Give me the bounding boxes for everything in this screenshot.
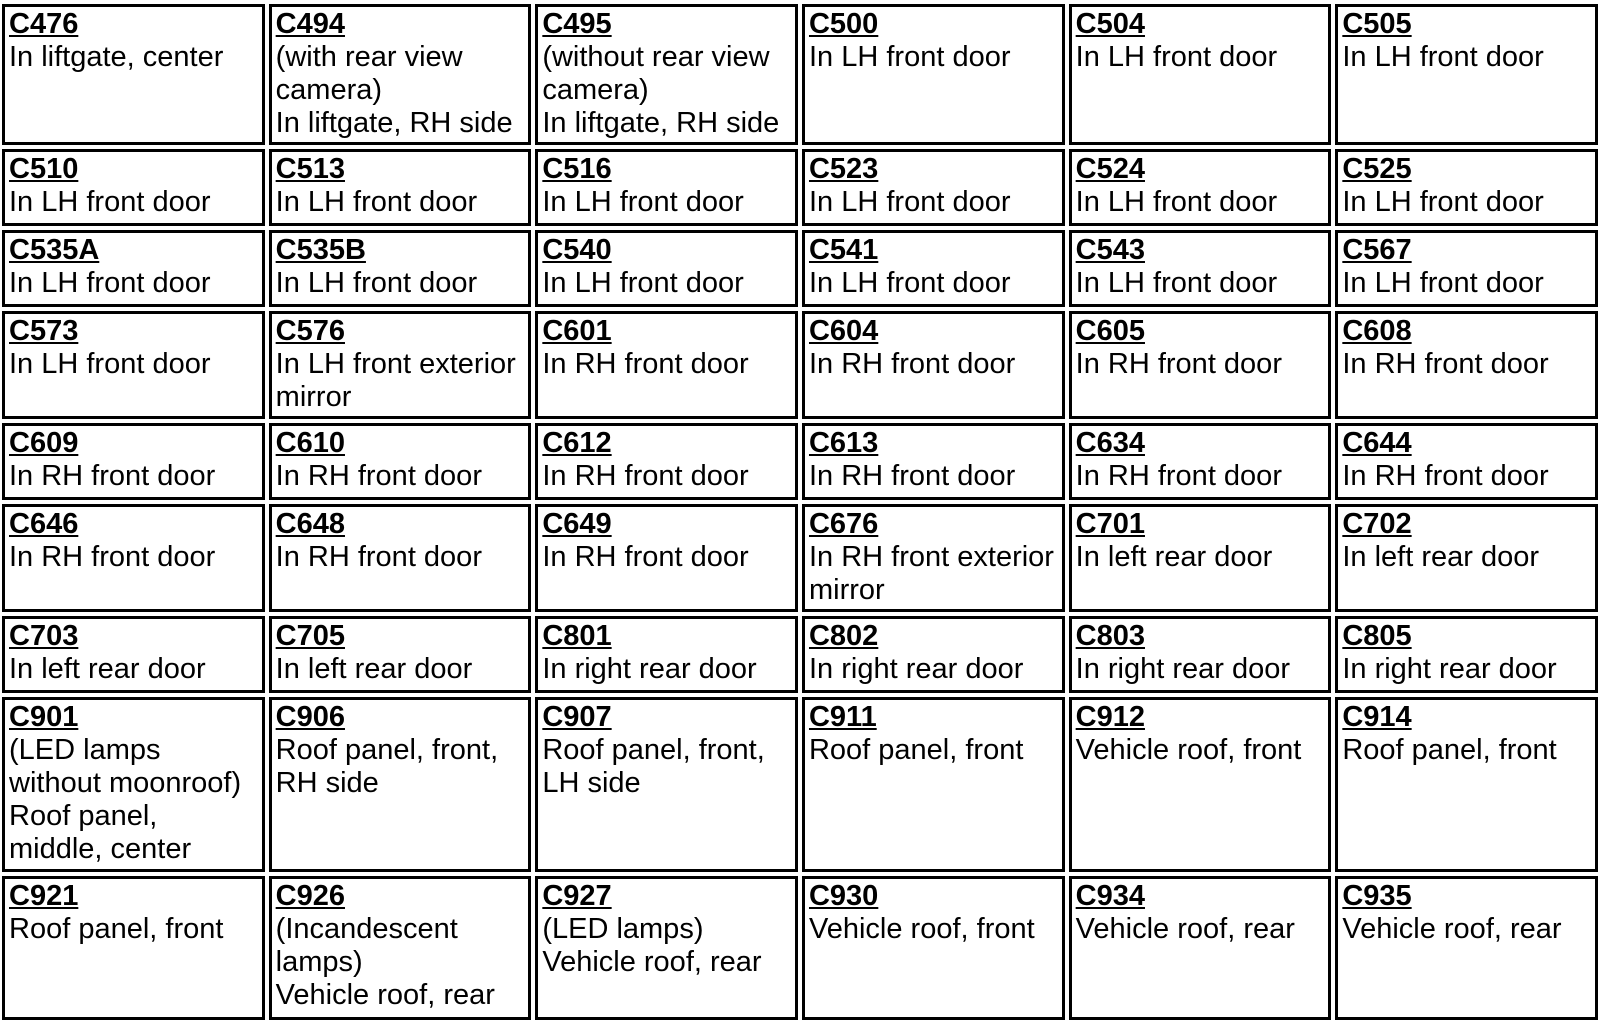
- connector-code: C613: [808, 427, 879, 459]
- connector-location: In RH front door: [9, 460, 216, 492]
- connector-cell: [1069, 423, 1332, 500]
- connector-cell: [269, 149, 532, 226]
- connector-cell: [269, 230, 532, 307]
- connector-cell: [269, 876, 532, 1020]
- connector-cell: [535, 504, 798, 612]
- connector-code: C921: [9, 880, 79, 912]
- connector-cell: [2, 311, 265, 419]
- connector-code: C801: [542, 620, 612, 652]
- connector-cell: [1069, 149, 1332, 226]
- connector-location: In LH front door: [9, 267, 211, 299]
- connector-location: In left rear door: [275, 653, 473, 685]
- connector-location: In LH front door: [1075, 267, 1278, 299]
- connector-location: In RH front door: [9, 541, 216, 573]
- connector-location: Vehicle roof, front: [808, 913, 1035, 945]
- connector-cell: [802, 311, 1065, 419]
- connector-code: C608: [1342, 315, 1412, 347]
- connector-location: In RH front door: [1342, 460, 1549, 492]
- connector-location: In RH front door: [542, 348, 749, 380]
- connector-cell: [2, 230, 265, 307]
- connector-location: Vehicle roof, front: [1075, 734, 1302, 766]
- connector-location: In liftgate, RH side: [542, 107, 780, 139]
- connector-cell: [2, 4, 265, 145]
- connector-location: In RH front door: [275, 460, 482, 492]
- connector-cell: [269, 311, 532, 419]
- connector-cell: [2, 616, 265, 693]
- connector-cell: [1335, 876, 1598, 1020]
- connector-code: C907: [542, 701, 612, 733]
- connector-cell: [1335, 504, 1598, 612]
- connector-cell: [1335, 149, 1598, 226]
- connector-code: C516: [542, 153, 612, 185]
- connector-cell: [1069, 230, 1332, 307]
- connector-cell: [2, 697, 265, 872]
- connector-code: C523: [808, 153, 879, 185]
- connector-location: In LH front door: [275, 186, 478, 218]
- connector-code: C926: [275, 880, 345, 912]
- connector-location: In LH front door: [9, 186, 211, 218]
- connector-code: C803: [1075, 620, 1145, 652]
- connector-location: In LH front door: [1342, 267, 1544, 299]
- connector-code: C540: [542, 234, 612, 266]
- connector-code: C634: [1075, 427, 1145, 459]
- connector-cell: [535, 149, 798, 226]
- connector-cell: [535, 230, 798, 307]
- connector-location: In RH front door: [542, 460, 749, 492]
- connector-cell: [269, 423, 532, 500]
- connector-code: C705: [275, 620, 345, 652]
- connector-code: C476: [9, 8, 79, 40]
- connector-code: C644: [1342, 427, 1412, 459]
- connector-location: In right rear door: [542, 653, 757, 685]
- connector-location: In LH front door: [542, 186, 744, 218]
- connector-code: C901: [9, 701, 79, 733]
- connector-location: Roof panel, front, LH side: [542, 734, 765, 799]
- connector-cell: [1069, 504, 1332, 612]
- connector-code: C543: [1075, 234, 1145, 266]
- connector-location: In liftgate, RH side: [275, 107, 513, 139]
- connector-code: C494: [275, 8, 345, 40]
- connector-cell: [269, 616, 532, 693]
- connector-cell: [269, 4, 532, 145]
- connector-code: C702: [1342, 508, 1412, 540]
- connector-location: In right rear door: [1075, 653, 1291, 685]
- connector-location: In RH front door: [275, 541, 482, 573]
- connector-location: (LED lamps): [542, 913, 704, 945]
- connector-location: Vehicle roof, rear: [542, 946, 762, 978]
- connector-location: (Incandescent lamps): [275, 913, 458, 978]
- connector-cell: [1335, 230, 1598, 307]
- connector-location: In RH front door: [808, 460, 1016, 492]
- connector-cell: [2, 149, 265, 226]
- connector-code: C610: [275, 427, 345, 459]
- connector-location: Vehicle roof, rear: [1075, 913, 1295, 945]
- connector-cell: [535, 311, 798, 419]
- connector-location: In LH front door: [9, 348, 211, 380]
- connector-code: C500: [808, 8, 879, 40]
- connector-code: C676: [808, 508, 879, 540]
- connector-code: C576: [275, 315, 345, 347]
- connector-code: C573: [9, 315, 79, 347]
- connector-cell: [269, 697, 532, 872]
- connector-location: In LH front door: [275, 267, 478, 299]
- connector-cell: [2, 504, 265, 612]
- connector-cell: [535, 876, 798, 1020]
- connector-code: C601: [542, 315, 612, 347]
- connector-code: C912: [1075, 701, 1145, 733]
- connector-cell: [802, 4, 1065, 145]
- connector-location: In LH front door: [1075, 186, 1278, 218]
- connector-code: C906: [275, 701, 345, 733]
- connector-cell: [1335, 311, 1598, 419]
- connector-cell: [535, 697, 798, 872]
- connector-cell: [535, 423, 798, 500]
- connector-location: Roof panel, front: [808, 734, 1024, 766]
- connector-code: C525: [1342, 153, 1412, 185]
- connector-location: Vehicle roof, rear: [275, 979, 495, 1011]
- connector-cell: [1335, 423, 1598, 500]
- connector-code: C609: [9, 427, 79, 459]
- connector-code: C535A: [9, 234, 100, 266]
- connector-location: Roof panel, middle, center: [9, 800, 192, 865]
- connector-location: (without rear view camera): [542, 41, 770, 106]
- connector-code: C535B: [275, 234, 366, 266]
- connector-code: C649: [542, 508, 612, 540]
- connector-cell: [535, 616, 798, 693]
- connector-code: C914: [1342, 701, 1412, 733]
- connector-location: In left rear door: [1342, 541, 1539, 573]
- connector-cell: [2, 876, 265, 1020]
- connector-location: In RH front door: [1342, 348, 1549, 380]
- connector-cell: [2, 423, 265, 500]
- connector-code: C605: [1075, 315, 1145, 347]
- connector-code: C524: [1075, 153, 1145, 185]
- connector-location: Vehicle roof, rear: [1342, 913, 1562, 945]
- connector-code: C701: [1075, 508, 1145, 540]
- connector-cell: [1335, 4, 1598, 145]
- connector-cell: [1069, 311, 1332, 419]
- connector-code: C703: [9, 620, 79, 652]
- connector-cell: [535, 4, 798, 145]
- connector-code: C646: [9, 508, 79, 540]
- connector-cell: [1069, 697, 1332, 872]
- connector-code: C567: [1342, 234, 1412, 266]
- connector-code: C911: [808, 701, 877, 733]
- connector-code: C510: [9, 153, 79, 185]
- connector-cell: [802, 616, 1065, 693]
- connector-location: In RH front exterior mirror: [808, 541, 1054, 606]
- connector-location: In RH front door: [808, 348, 1016, 380]
- connector-location: In LH front door: [1342, 41, 1544, 73]
- connector-location: In right rear door: [1342, 653, 1557, 685]
- connector-location: Roof panel, front, RH side: [275, 734, 499, 799]
- connector-location: In liftgate, center: [9, 41, 224, 73]
- connector-cell: [802, 423, 1065, 500]
- connector-code: C541: [808, 234, 879, 266]
- connector-location: Roof panel, front: [1342, 734, 1557, 766]
- connector-cell: [802, 230, 1065, 307]
- connector-code: C934: [1075, 880, 1145, 912]
- connector-code: C612: [542, 427, 612, 459]
- connector-location: In LH front door: [542, 267, 744, 299]
- connector-code: C505: [1342, 8, 1412, 40]
- connector-code: C495: [542, 8, 612, 40]
- connector-location: In RH front door: [1075, 460, 1282, 492]
- connector-code: C930: [808, 880, 879, 912]
- connector-location: (with rear view camera): [275, 41, 463, 106]
- connector-location: In LH front door: [1075, 41, 1278, 73]
- connector-location: In LH front door: [808, 186, 1011, 218]
- connector-location: In RH front door: [542, 541, 749, 573]
- connector-cell: [1335, 616, 1598, 693]
- connector-location: In LH front door: [1342, 186, 1544, 218]
- connector-location: In left rear door: [1075, 541, 1273, 573]
- connector-code: C805: [1342, 620, 1412, 652]
- connector-cell: [1335, 697, 1598, 872]
- connector-cell: [802, 876, 1065, 1020]
- connector-location: In left rear door: [9, 653, 206, 685]
- connector-code: C648: [275, 508, 345, 540]
- connector-location: (LED lamps without moonroof): [9, 734, 242, 799]
- connector-cell: [269, 504, 532, 612]
- connector-cell: [802, 149, 1065, 226]
- connector-cell: [1069, 616, 1332, 693]
- connector-code: C802: [808, 620, 879, 652]
- connector-cell: [1069, 876, 1332, 1020]
- connector-location: In LH front exterior mirror: [275, 348, 516, 413]
- connector-cell: [802, 697, 1065, 872]
- connector-cell: [1069, 4, 1332, 145]
- connector-code: C513: [275, 153, 345, 185]
- connector-cell: [802, 504, 1065, 612]
- connector-location: Roof panel, front: [9, 913, 224, 945]
- connector-code: C927: [542, 880, 612, 912]
- connector-location: In right rear door: [808, 653, 1024, 685]
- connector-location: In LH front door: [808, 267, 1011, 299]
- connector-location: In RH front door: [1075, 348, 1282, 380]
- connector-code: C935: [1342, 880, 1412, 912]
- connector-location: In LH front door: [808, 41, 1011, 73]
- connector-code: C604: [808, 315, 879, 347]
- connector-location-table: [2, 4, 1598, 1032]
- connector-code: C504: [1075, 8, 1145, 40]
